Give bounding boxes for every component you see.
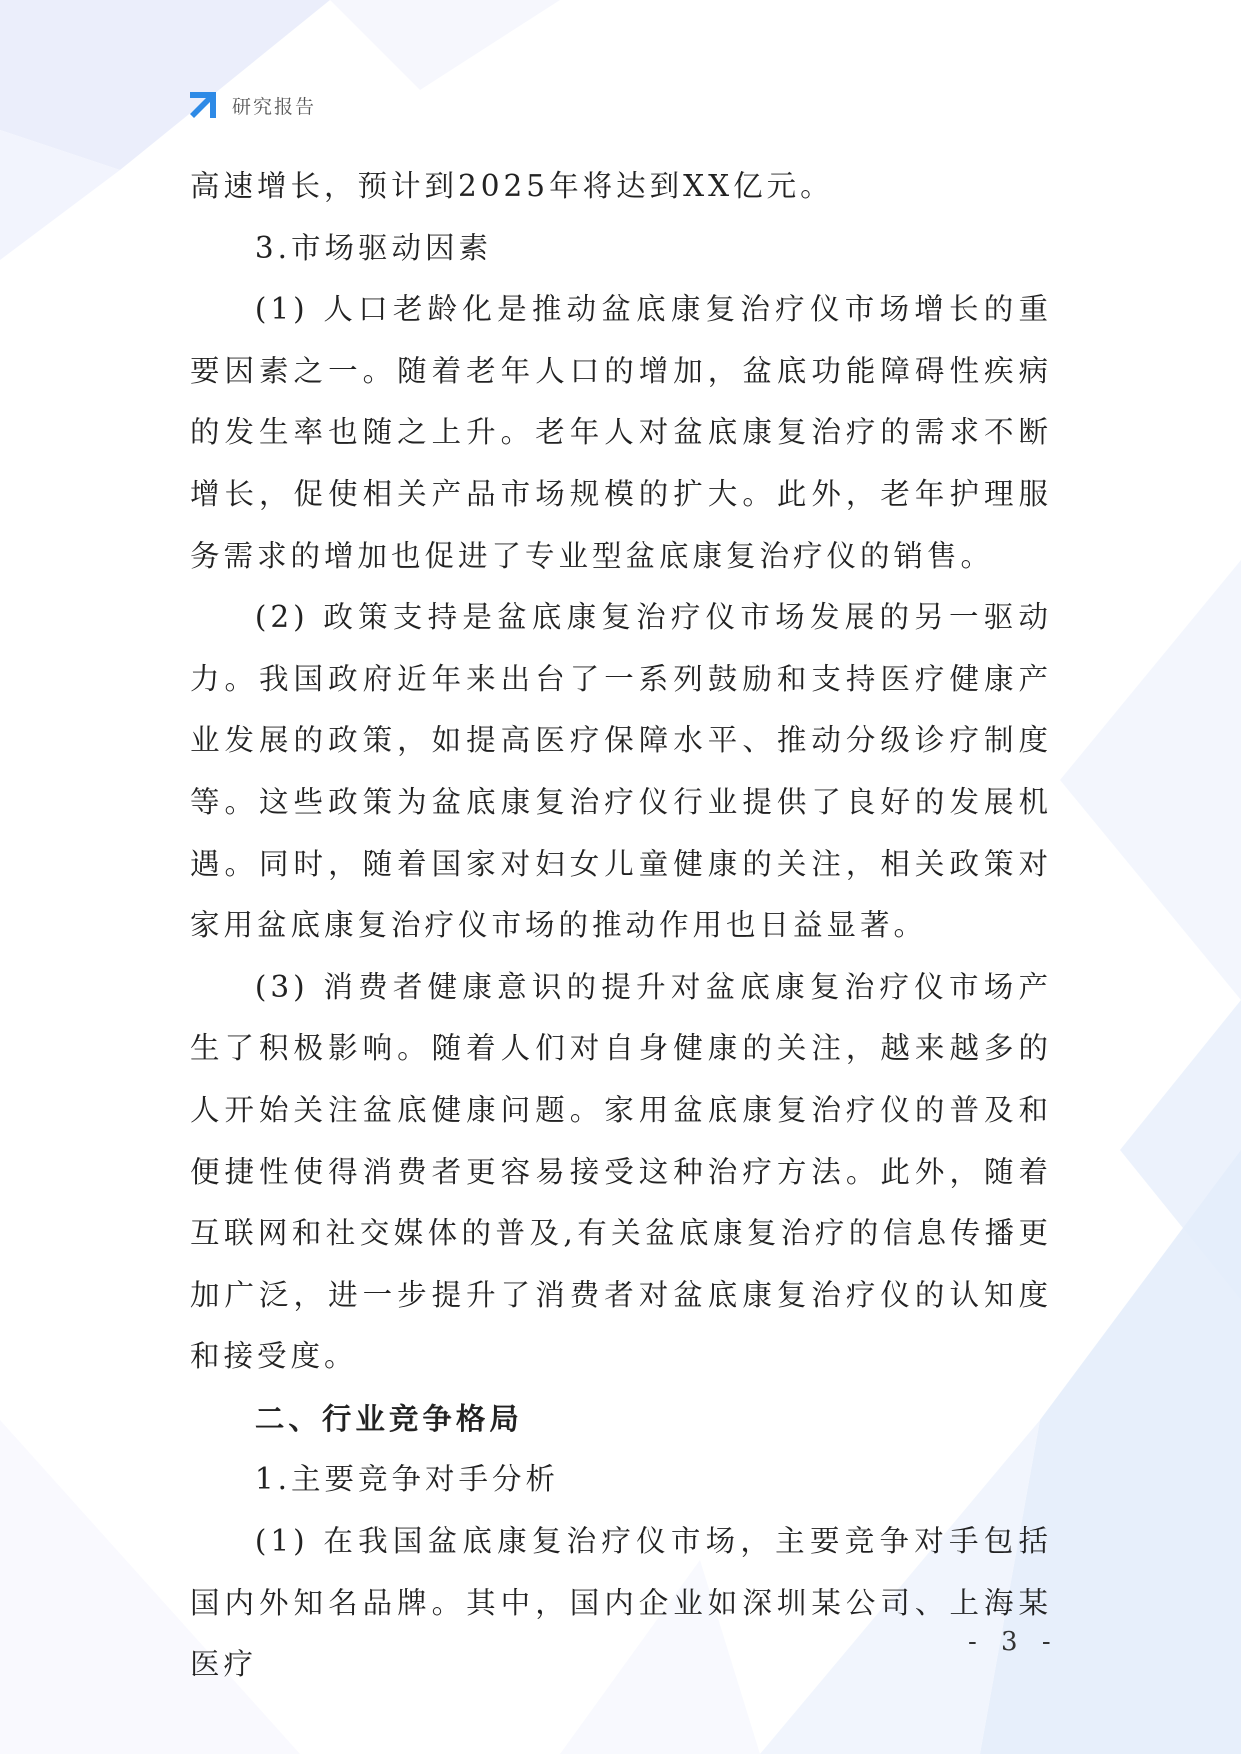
header-title: 研究报告 [232, 95, 317, 118]
page-number: - 3 - [968, 1627, 1059, 1657]
paragraph-aging: (1) 人口老龄化是推动盆底康复治疗仪市场增长的重要因素之一。随着老年人口的增加，盆底功能障碍性疾病的发生率也随之上升。老年人对盆底康复治疗的需求不断增长，促使相关产品市场规模的扩大。此外，老年护理服务需求的增加也促进了专业型盆底康复治疗仪的销售。 [190, 292, 1052, 573]
report-header [186, 88, 316, 122]
subheading-market-drivers: 3.市场驱动因素 [254, 230, 493, 265]
document-body [190, 156, 1052, 1696]
paragraph-consumer-awareness: (3) 消费者健康意识的提升对盆底康复治疗仪市场产生了积极影响。随着人们对自身健康的关注，越来越多的人开始关注盆底健康问题。家用盆底康复治疗仪的普及和便捷性使得消费者更容易接受这种治疗方法。此外，随着互联网和社交媒体的普及,有关盆底康复治疗的信息传播更加广泛，进一步提升了消费者对盆底康复治疗仪的认知度和接受度。 [190, 969, 1052, 1374]
subheading-competitors: 1.主要竞争对手分析 [254, 1462, 560, 1497]
paragraph-competitors: (1) 在我国盆底康复治疗仪市场，主要竞争对手包括国内外知名品牌。其中，国内企业如深圳某公司、上海某医疗 [190, 1524, 1052, 1682]
paragraph-policy: (2) 政策支持是盆底康复治疗仪市场发展的另一驱动力。我国政府近年来出台了一系列鼓励和支持医疗健康产业发展的政策，如提高医疗保障水平、推动分级诊疗制度等。这些政策为盆底康复治疗仪行业提供了良好的发展机遇。同时，随着国家对妇女儿童健康的关注，相关政策对家用盆底康复治疗仪市场的推动作用也日益显著。 [190, 600, 1052, 943]
arrow-up-right-icon [186, 88, 220, 122]
section-heading-competition: 二、行业竞争格局 [254, 1400, 523, 1436]
paragraph-continuation: 高速增长，预计到2025年将达到XX亿元。 [190, 169, 834, 203]
